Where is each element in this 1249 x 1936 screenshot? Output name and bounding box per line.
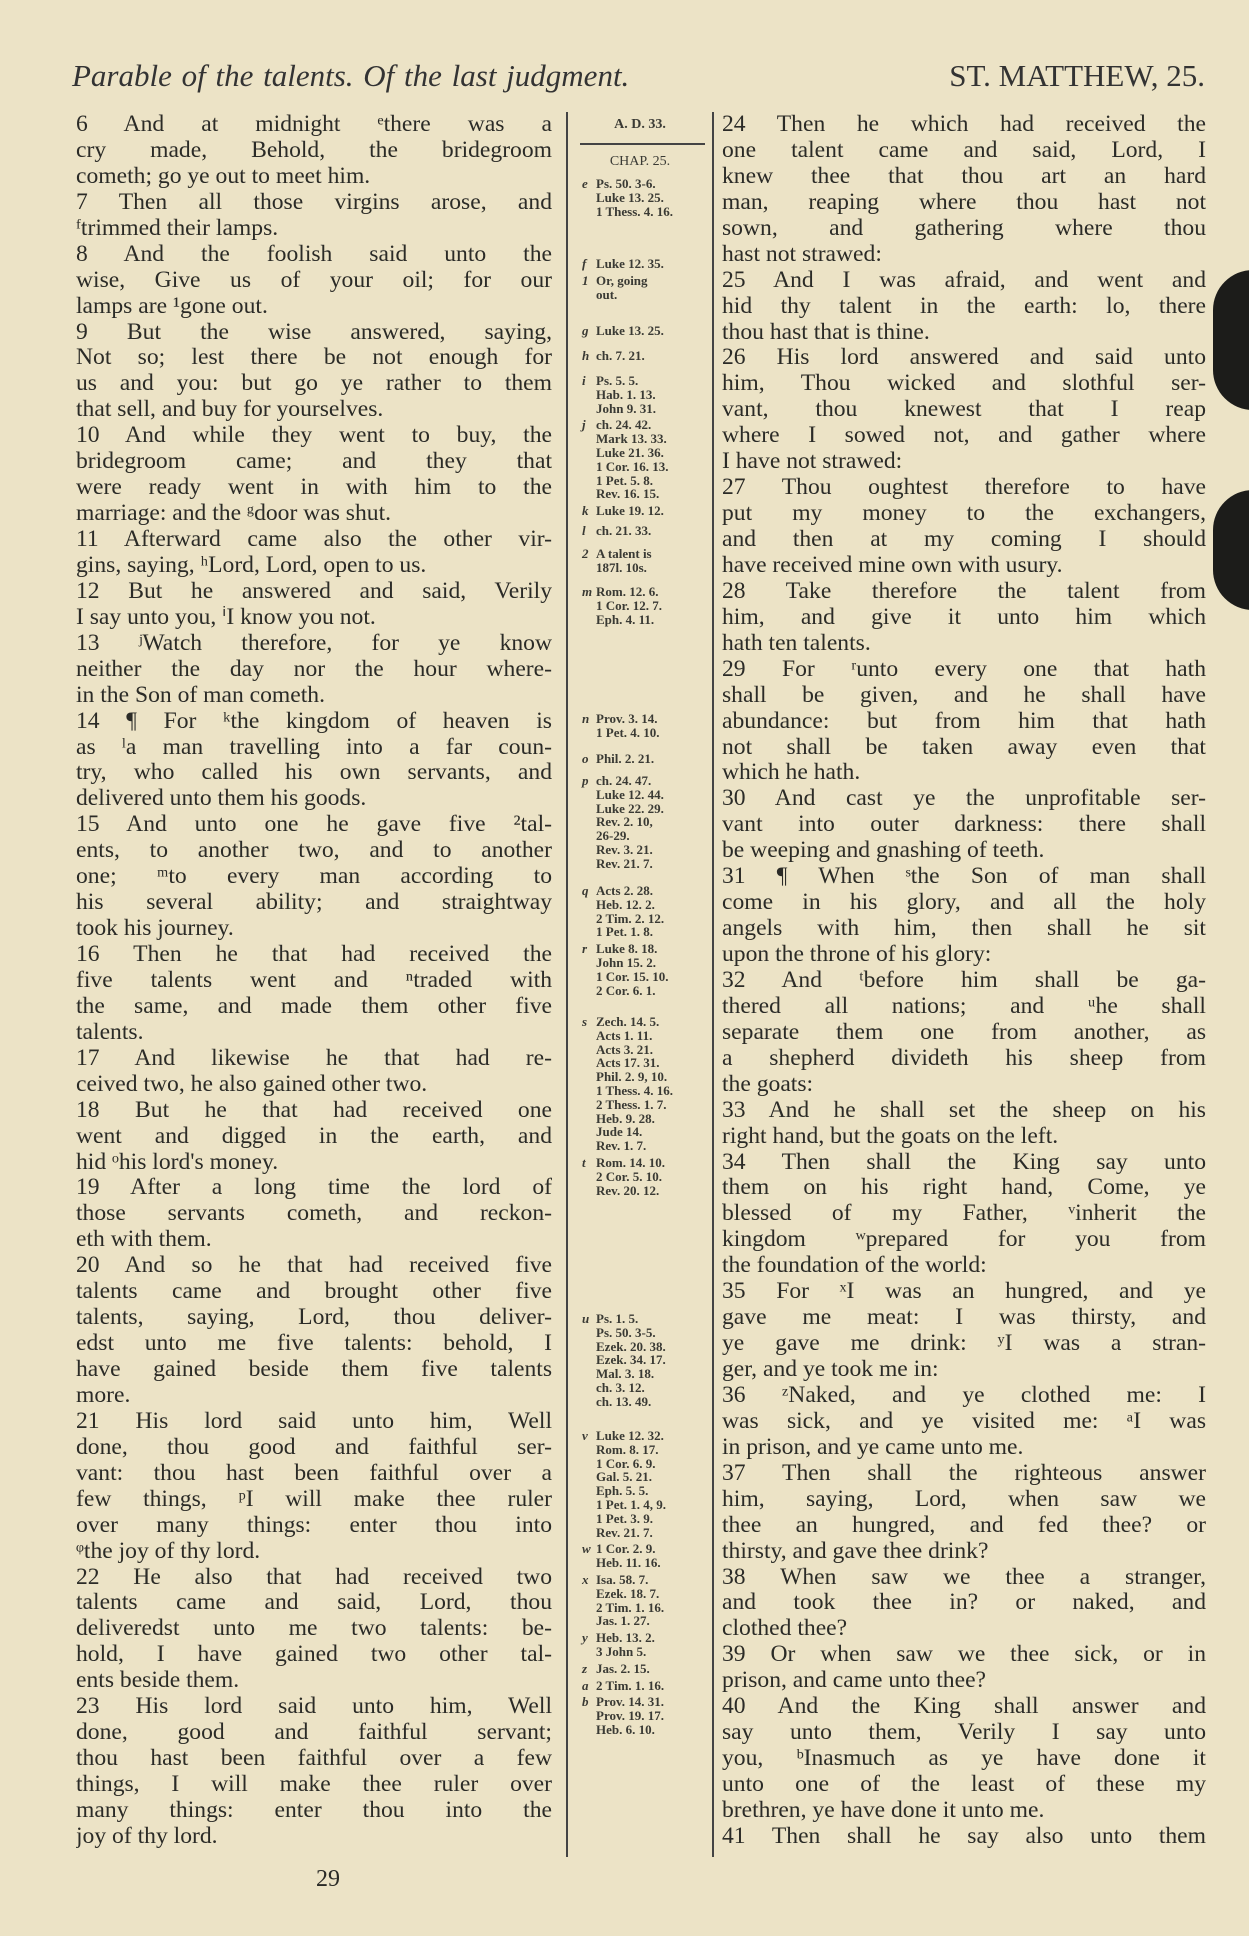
reference-line: Eph. 5. 5.: [596, 1483, 649, 1499]
verse-line: I have not strawed:: [722, 449, 903, 475]
reference-line: Jude 14.: [596, 1124, 643, 1140]
reference-line: Hab. 1. 13.: [596, 386, 656, 402]
verse-line: in the Son of man cometh.: [76, 682, 326, 708]
reference-line: Rev. 21. 7.: [596, 1524, 653, 1540]
reference-marker: x: [582, 1572, 589, 1587]
cross-reference: [582, 1312, 666, 1409]
reference-line: Rom. 12. 6.: [596, 584, 659, 599]
verse-line: put my money to the exchangers,: [722, 501, 1206, 527]
verse-line: him, saying, Lord, when saw we: [722, 1486, 1206, 1512]
reference-marker: t: [582, 1155, 586, 1170]
verse-line: 32 And ᵗbefore him shall be ga-: [722, 967, 1206, 993]
reference-marker: 2: [582, 546, 589, 561]
verse-line: you, ᵇInasmuch as ye have done it: [722, 1746, 1206, 1772]
verse-line: 6 And at midnight ᵉthere was a: [76, 112, 552, 137]
reference-line: Acts 3. 21.: [596, 1041, 654, 1057]
cross-reference: [582, 1429, 666, 1539]
cross-reference: [582, 374, 656, 415]
verse-line: ᶠtrimmed their lamps.: [76, 215, 279, 241]
verse-line: that sell, and buy for yourselves.: [76, 397, 384, 423]
verse-line: 37 Then shall the righteous answer: [722, 1460, 1206, 1486]
verse-line: and then at my coming I should: [722, 527, 1206, 552]
verse-line: 28 Take therefore the talent from: [722, 578, 1206, 604]
verse-line: 18 But he that had received one: [76, 1097, 552, 1123]
verse-line: hid thy talent in the earth: lo, there: [722, 293, 1206, 319]
verse-line: have gained beside them five talents: [76, 1357, 552, 1382]
reference-marker: b: [582, 1694, 589, 1710]
cross-reference: [582, 1156, 665, 1197]
verse-line: eth with them.: [76, 1227, 212, 1253]
reference-line: Heb. 6. 10.: [596, 1721, 655, 1737]
reference-line: ch. 24. 47.: [596, 773, 652, 788]
verse-line: 20 And so he that had received five: [76, 1253, 552, 1279]
verse-line: 27 Thou oughtest therefore to have: [722, 475, 1206, 501]
reference-line: ch. 24. 42.: [596, 417, 652, 433]
reference-line: Rev. 21. 7.: [596, 855, 653, 871]
verse-line: which he hath.: [722, 760, 861, 786]
verse-line: abundance: but from him that hath: [722, 708, 1206, 734]
verse-line: 11 Afterward came also the other vir-: [76, 527, 552, 552]
verse-line: 8 And the foolish said unto the: [76, 241, 552, 267]
verse-line: the goats:: [722, 1071, 814, 1097]
reference-marker: n: [582, 711, 590, 726]
reference-line: Mal. 3. 18.: [596, 1366, 655, 1382]
verse-line: lamps are ¹gone out.: [76, 293, 268, 319]
reference-marker: e: [582, 176, 588, 191]
reference-line: 2 Thess. 1. 7.: [596, 1096, 667, 1112]
reference-line: Jas. 1. 27.: [596, 1613, 650, 1629]
reference-line: 2 Tim. 1. 16.: [596, 1677, 665, 1693]
verse-line: things, I will make thee ruler over: [76, 1772, 552, 1797]
reference-line: Heb. 13. 2.: [596, 1630, 655, 1646]
verse-line: hold, I have gained two other tal-: [76, 1642, 552, 1668]
reference-marker: m: [582, 584, 593, 599]
cross-reference: [582, 1662, 650, 1676]
verse-line: shall be given, and he shall have: [722, 682, 1206, 708]
verse-line: 35 For ˣI was an hungred, and ye: [722, 1279, 1206, 1305]
verse-line: say unto them, Verily I say unto: [722, 1720, 1206, 1746]
reference-line: Luke 21. 36.: [596, 444, 664, 460]
reference-marker: s: [582, 1014, 588, 1029]
verse-line: joy of thy lord.: [76, 1823, 218, 1849]
chapter-label: CHAP. 25.: [609, 154, 671, 169]
year-label: A. D. 33.: [614, 117, 666, 132]
verse-line: one; ᵐto every man according to: [76, 864, 552, 890]
verse-line: his several ability; and straightway: [76, 890, 552, 916]
verse-line: few things, ᵖI will make thee ruler: [76, 1486, 552, 1512]
verse-line: him, Thou wicked and slothful ser-: [722, 371, 1206, 397]
reference-marker: z: [582, 1660, 588, 1676]
reference-line: Rev. 3. 21.: [596, 841, 653, 857]
reference-line: Eph. 4. 11.: [596, 611, 655, 627]
verse-line: right hand, but the goats on the left.: [722, 1123, 1059, 1149]
verse-line: 40 And the King shall answer and: [722, 1694, 1206, 1720]
reference-line: Ezek. 34. 17.: [596, 1352, 666, 1368]
reference-line: Phil. 2. 9, 10.: [596, 1069, 668, 1085]
reference-line: Heb. 11. 16.: [596, 1555, 661, 1571]
reference-line: Rom. 14. 10.: [596, 1155, 665, 1170]
reference-line: Rom. 8. 17.: [596, 1441, 659, 1457]
verse-line: 19 After a long time the lord of: [76, 1175, 552, 1201]
reference-marker: j: [582, 417, 586, 433]
reference-line: 1 Cor. 6. 9.: [596, 1455, 656, 1471]
verse-line: 26 His lord answered and said unto: [722, 345, 1206, 371]
verse-line: cometh; go ye out to meet him.: [76, 163, 371, 189]
verse-line: marriage: and the ᵍdoor was shut.: [76, 501, 392, 527]
reference-line: 3 John 5.: [596, 1643, 647, 1659]
cross-reference: [582, 324, 664, 338]
verse-line: ents, to another two, and to another: [76, 838, 552, 864]
verse-line: hast not strawed:: [722, 241, 882, 267]
cross-reference: [582, 585, 662, 626]
reference-marker: l: [582, 523, 586, 538]
verse-line: talents came and brought other five: [76, 1279, 552, 1305]
verse-line: went and digged in the earth, and: [76, 1123, 552, 1149]
verse-line: 9 But the wise answered, saying,: [76, 319, 552, 345]
reference-marker: q: [582, 883, 589, 898]
verse-line: a shepherd divideth his sheep from: [722, 1045, 1206, 1071]
reference-line: John 9. 31.: [596, 400, 656, 416]
cross-reference: [582, 774, 664, 871]
verse-line: 23 His lord said unto him, Well: [76, 1694, 552, 1720]
verse-line: vant, thou knewest that I reap: [722, 397, 1206, 423]
verse-line: ger, and ye took me in:: [722, 1357, 939, 1382]
cross-reference: [582, 712, 660, 740]
verse-line: in prison, and ye came unto me.: [722, 1434, 1024, 1460]
verse-line: have received mine own with usury.: [722, 552, 1063, 578]
verse-line: was sick, and ye visited me: ᵃI was: [722, 1408, 1206, 1434]
reference-line: Prov. 19. 17.: [596, 1708, 665, 1724]
verse-line: 15 And unto one he gave five ²tal-: [76, 812, 552, 838]
verse-line: ye gave me drink: ʸI was a stran-: [722, 1331, 1206, 1357]
verse-line: upon the throne of his glory:: [722, 942, 992, 967]
verse-line: where I sowed not, and gather where: [722, 423, 1206, 449]
verse-line: gins, saying, ʰLord, Lord, open to us.: [76, 552, 427, 578]
verse-line: 38 When saw we thee a stranger,: [722, 1564, 1206, 1590]
verse-line: 29 For ʳunto every one that hath: [722, 656, 1206, 682]
verse-line: 10 And while they went to buy, the: [76, 423, 552, 449]
verse-line: them on his right hand, Come, ye: [722, 1175, 1206, 1201]
reference-line: Rev. 20. 12.: [596, 1182, 660, 1198]
cross-reference: [582, 942, 668, 997]
verse-line: separate them one from another, as: [722, 1019, 1206, 1045]
cross-reference: [582, 257, 664, 271]
reference-marker: h: [582, 348, 590, 363]
verse-line: delivered unto them his goods.: [76, 786, 367, 812]
reference-line: Prov. 3. 14.: [596, 711, 658, 726]
verse-line: hid ᵒhis lord's money.: [76, 1149, 279, 1175]
cross-reference: [582, 1695, 664, 1736]
verse-line: deliveredst unto me two talents: be-: [76, 1616, 552, 1642]
verse-line: bridegroom came; and they that: [76, 449, 552, 475]
verse-line: ents beside them.: [76, 1668, 240, 1694]
reference-line: Ps. 5. 5.: [596, 373, 639, 388]
reference-line: Mark 13. 33.: [596, 431, 667, 447]
reference-line: ch. 13. 49.: [596, 1393, 652, 1409]
cross-reference: [582, 752, 654, 766]
running-title: Parable of the talents. Of the last judgment.: [72, 58, 630, 93]
verse-line: thou hast that is thine.: [722, 319, 930, 345]
reference-line: 1 Pet. 3. 9.: [596, 1510, 654, 1526]
verse-line: unto one of the least of these my: [722, 1772, 1206, 1797]
verse-line: five talents went and ⁿtraded with: [76, 967, 552, 993]
reference-line: out.: [596, 286, 618, 302]
reference-line: ch. 7. 21.: [596, 348, 645, 363]
reference-line: Heb. 9. 28.: [596, 1110, 655, 1126]
reference-line: 1 Thess. 4. 16.: [596, 203, 674, 219]
thumb-index-tab[interactable]: [1213, 490, 1249, 610]
verse-line: kingdom ʷprepared for you from: [722, 1227, 1206, 1253]
right-text-column: [722, 112, 1206, 1850]
reference-line: Ezek. 18. 7.: [596, 1585, 660, 1601]
reference-line: Acts 1. 11.: [596, 1027, 653, 1043]
verse-line: man, reaping where thou hast not: [722, 189, 1206, 215]
verse-line: ᵠthe joy of thy lord.: [76, 1538, 261, 1564]
verse-line: were ready went in with him to the: [76, 475, 552, 501]
verse-line: 22 He also that had received two: [76, 1564, 552, 1590]
reference-line: Luke 12. 35.: [596, 256, 664, 271]
reference-line: 1 Cor. 2. 9.: [596, 1541, 656, 1557]
page-number: 29: [316, 1866, 340, 1892]
cross-reference: [582, 274, 648, 302]
verse-line: thered all nations; and ᵘhe shall: [722, 993, 1206, 1019]
cross-reference: [582, 418, 668, 501]
reference-line: ch. 21. 33.: [596, 523, 652, 538]
verse-line: Not so; lest there be not enough for: [76, 345, 552, 371]
verse-line: 39 Or when saw we thee sick, or in: [722, 1642, 1206, 1668]
cross-reference: [582, 547, 652, 575]
book-chapter-heading: ST. MATTHEW, 25.: [949, 58, 1205, 93]
verse-line: the foundation of the world:: [722, 1253, 987, 1279]
verse-line: vant into outer darkness: there shall: [722, 812, 1206, 838]
reference-line: Rev. 1. 7.: [596, 1138, 647, 1154]
verse-line: those servants cometh, and reckon-: [76, 1201, 552, 1227]
verse-line: one talent came and said, Lord, I: [722, 137, 1206, 163]
left-text-column: [76, 112, 552, 1850]
divider: [580, 143, 705, 145]
reference-marker: k: [582, 503, 589, 519]
cross-reference: [582, 349, 645, 363]
verse-line: 17 And likewise he that had re-: [76, 1045, 552, 1071]
reference-marker: u: [582, 1311, 590, 1326]
verse-line: done, thou good and faithful ser-: [76, 1434, 552, 1460]
cross-reference: [582, 1015, 673, 1153]
reference-line: Luke 22. 29.: [596, 800, 664, 816]
reference-line: Ps. 50. 3-5.: [596, 1324, 656, 1340]
verse-line: come in his glory, and all the holy: [722, 890, 1206, 916]
reference-line: Jas. 2. 15.: [596, 1660, 650, 1676]
verse-line: try, who called his own servants, and: [76, 760, 552, 786]
verse-line: 14 ¶ For ᵏthe kingdom of heaven is: [76, 708, 552, 734]
reference-line: 1 Pet. 1. 8.: [596, 924, 654, 940]
verse-line: edst unto me five talents: behold, I: [76, 1331, 552, 1357]
verse-line: vant: thou hast been faithful over a: [76, 1460, 552, 1486]
reference-line: 2 Tim. 2. 12.: [596, 910, 665, 926]
verse-line: 12 But he answered and said, Verily: [76, 578, 552, 604]
reference-line: 1 Pet. 1. 4, 9.: [596, 1496, 667, 1512]
reference-line: Heb. 12. 2.: [596, 896, 655, 912]
reference-line: 1 Thess. 4. 16.: [596, 1082, 674, 1098]
reference-line: 1 Pet. 5. 8.: [596, 472, 654, 488]
verse-line: 33 And he shall set the sheep on his: [722, 1097, 1206, 1123]
reference-line: Ezek. 20. 38.: [596, 1338, 666, 1354]
reference-line: Rev. 2. 10,: [596, 814, 653, 830]
reference-line: Zech. 14. 5.: [596, 1014, 660, 1029]
reference-line: Luke 19. 12.: [596, 503, 664, 519]
reference-line: Ps. 50. 3-6.: [596, 176, 656, 191]
reference-marker: a: [582, 1677, 589, 1693]
verse-line: talents came and said, Lord, thou: [76, 1590, 552, 1616]
reference-line: Luke 12. 44.: [596, 786, 664, 802]
verse-line: thirsty, and gave thee drink?: [722, 1538, 989, 1564]
verse-line: 30 And cast ye the unprofitable ser-: [722, 786, 1206, 812]
reference-line: ch. 3. 12.: [596, 1379, 645, 1395]
cross-reference-column: [570, 112, 710, 1862]
verse-line: cry made, Behold, the bridegroom: [76, 137, 552, 163]
verse-line: knew thee that thou art an hard: [722, 163, 1206, 189]
reference-marker: o: [582, 751, 589, 766]
verse-line: us and you: but go ye rather to them: [76, 371, 552, 397]
reference-line: Gal. 5. 21.: [596, 1469, 652, 1485]
verse-line: prison, and came unto thee?: [722, 1668, 987, 1694]
reference-line: Or, going: [596, 273, 648, 288]
verse-line: thee an hungred, and fed thee? or: [722, 1512, 1206, 1538]
reference-line: 1 Cor. 15. 10.: [596, 968, 669, 984]
reference-line: Phil. 2. 21.: [596, 751, 655, 766]
reference-line: Luke 12. 32.: [596, 1428, 664, 1443]
verse-line: neither the day nor the hour where-: [76, 656, 552, 682]
verse-line: over many things: enter thou into: [76, 1512, 552, 1538]
reference-line: Acts 17. 31.: [596, 1055, 660, 1071]
reference-marker: y: [582, 1630, 588, 1646]
verse-line: ceived two, he also gained other two.: [76, 1071, 428, 1097]
verse-line: gave me meat: I was thirsty, and: [722, 1305, 1206, 1331]
reference-line: Rev. 16. 15.: [596, 486, 660, 502]
verse-line: 31 ¶ When ˢthe Son of man shall: [722, 864, 1206, 890]
cross-reference: [582, 177, 673, 218]
verse-line: 7 Then all those virgins arose, and: [76, 189, 552, 215]
verse-line: done, good and faithful servant;: [76, 1720, 552, 1746]
reference-marker: g: [582, 323, 589, 338]
reference-line: Ps. 1. 5.: [596, 1311, 639, 1326]
verse-line: 21 His lord said unto him, Well: [76, 1408, 552, 1434]
reference-line: Acts 2. 28.: [596, 883, 654, 898]
verse-line: angels with him, then shall he sit: [722, 916, 1206, 942]
reference-line: Luke 8. 18.: [596, 941, 658, 957]
verse-line: 36 ᶻNaked, and ye clothed me: I: [722, 1382, 1206, 1408]
reference-line: John 15. 2.: [596, 954, 656, 970]
cross-reference: [582, 884, 664, 939]
reference-line: Luke 13. 25.: [596, 189, 664, 205]
column-divider: [566, 112, 568, 1857]
verse-line: 25 And I was afraid, and went and: [722, 267, 1206, 293]
thumb-index-tab[interactable]: [1213, 270, 1249, 410]
reference-marker: p: [582, 773, 589, 788]
verse-line: and took thee in? or naked, and: [722, 1590, 1206, 1616]
verse-line: 24 Then he which had received the: [722, 112, 1206, 137]
reference-line: 1 Pet. 4. 10.: [596, 724, 660, 740]
cross-reference: [582, 1542, 661, 1570]
reference-line: Luke 13. 25.: [596, 323, 664, 338]
cross-reference: [582, 524, 651, 538]
cross-reference: [582, 504, 664, 518]
verse-line: be weeping and gnashing of teeth.: [722, 838, 1045, 864]
verse-line: wise, Give us of your oil; for our: [76, 267, 552, 293]
verse-line: talents, saying, Lord, thou deliver-: [76, 1305, 552, 1331]
reference-line: Prov. 14. 31.: [596, 1694, 665, 1710]
reference-line: 1 Cor. 12. 7.: [596, 597, 662, 613]
verse-line: talents.: [76, 1019, 144, 1045]
verse-line: brethren, ye have done it unto me.: [722, 1797, 1045, 1823]
cross-reference: [582, 1631, 655, 1659]
verse-line: 41 Then shall he say also unto them: [722, 1823, 1206, 1849]
verse-line: hath ten talents.: [722, 630, 871, 656]
reference-line: 2 Cor. 5. 10.: [596, 1168, 662, 1184]
reference-marker: v: [582, 1428, 588, 1443]
cross-reference: [582, 1679, 664, 1693]
reference-line: A talent is: [596, 546, 652, 561]
reference-line: 2 Cor. 6. 1.: [596, 982, 656, 998]
verse-line: 34 Then shall the King say unto: [722, 1149, 1206, 1175]
cross-reference: [582, 1573, 664, 1628]
verse-line: 13 ʲWatch therefore, for ye know: [76, 630, 552, 656]
verse-line: sown, and gathering where thou: [722, 215, 1206, 241]
verse-line: more.: [76, 1382, 131, 1408]
reference-line: 2 Tim. 1. 16.: [596, 1599, 665, 1615]
verse-line: not shall be taken away even that: [722, 734, 1206, 760]
reference-line: 1 Cor. 16. 13.: [596, 458, 669, 474]
verse-line: took his journey.: [76, 916, 234, 942]
verse-line: clothed thee?: [722, 1616, 848, 1642]
reference-line: 187l. 10s.: [596, 559, 647, 575]
reference-marker: 1: [582, 273, 589, 288]
reference-marker: f: [582, 256, 587, 271]
verse-line: him, and give it unto him which: [722, 604, 1206, 630]
verse-line: many things: enter thou into the: [76, 1797, 552, 1823]
reference-marker: w: [582, 1541, 591, 1557]
reference-line: 26-29.: [596, 828, 630, 844]
verse-line: thou hast been faithful over a few: [76, 1746, 552, 1772]
verse-line: blessed of my Father, ᵛinherit the: [722, 1201, 1206, 1227]
reference-marker: r: [582, 941, 588, 957]
verse-line: I say unto you, ⁱI know you not.: [76, 604, 376, 630]
verse-line: the same, and made them other five: [76, 993, 552, 1019]
reference-line: Isa. 58. 7.: [596, 1572, 649, 1587]
verse-line: as ˡa man travelling into a far coun-: [76, 734, 552, 760]
verse-line: 16 Then he that had received the: [76, 942, 552, 967]
reference-marker: i: [582, 373, 586, 388]
column-divider: [712, 112, 714, 1857]
